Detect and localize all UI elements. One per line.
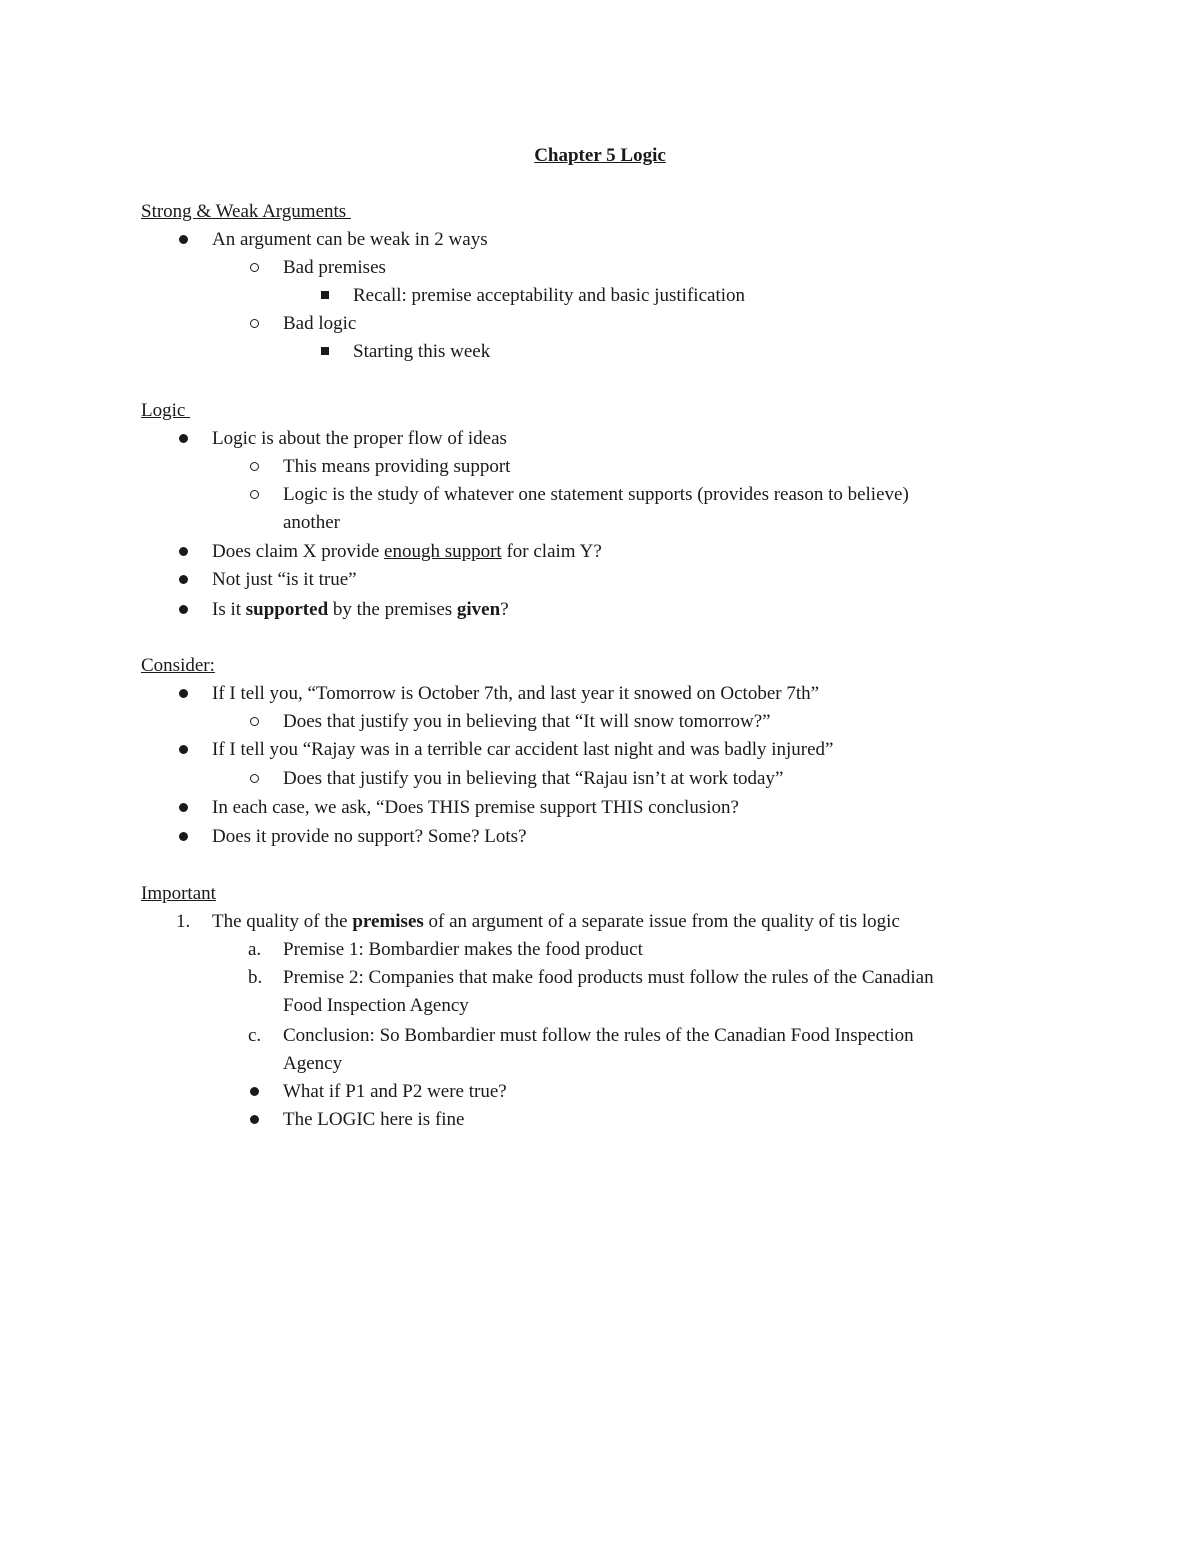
list-item: An argument can be weak in 2 ways (212, 229, 488, 250)
bullet-circle-icon (244, 453, 264, 481)
list-item: Logic is the study of whatever one statement supports (provides reason to believe) (283, 484, 909, 505)
bullet-dot-icon (173, 823, 193, 851)
list-item-continuation: another (283, 512, 340, 533)
bullet-circle-icon (244, 310, 264, 338)
text-run: for claim Y? (501, 541, 602, 562)
bullet-dot-icon (173, 566, 193, 594)
list-number: 1. (176, 911, 191, 932)
bold-text: supported (245, 599, 329, 620)
bullet-dot-icon (244, 1106, 264, 1134)
list-item (212, 596, 509, 624)
list-item: Bad premises (283, 257, 386, 278)
section-heading-consider: Consider: (141, 655, 215, 676)
section-heading-strong-weak: Strong & Weak Arguments (141, 201, 351, 222)
list-item: What if P1 and P2 were true? (283, 1081, 507, 1102)
text-run: of an argument of a separate issue from the quality of tis logic (423, 911, 900, 932)
bullet-circle-icon (244, 765, 264, 793)
list-item: Does it provide no support? Some? Lots? (212, 826, 527, 847)
text-run: Is it (212, 599, 246, 620)
bullet-dot-icon (173, 794, 193, 822)
underlined-text: enough support (384, 541, 502, 562)
list-item: Premise 2: Companies that make food products must follow the rules of the Canadian (283, 967, 934, 988)
list-item: Starting this week (353, 341, 491, 362)
bullet-dot-icon (173, 538, 193, 566)
list-item: The LOGIC here is fine (283, 1109, 465, 1130)
bullet-square-icon (315, 338, 335, 366)
bullet-dot-icon (173, 680, 193, 708)
list-letter: c. (248, 1025, 262, 1046)
bullet-dot-icon (173, 736, 193, 764)
section-heading-important: Important (141, 883, 216, 904)
bullet-dot-icon (173, 226, 193, 254)
list-item-continuation: Agency (283, 1053, 343, 1074)
list-item: Does that justify you in believing that “Rajau isn’t at work today” (283, 768, 784, 789)
list-item: Conclusion: So Bombardier must follow the rules of the Canadian Food Inspection (283, 1025, 914, 1046)
bullet-circle-icon (244, 254, 264, 282)
bold-text: given (456, 599, 501, 620)
list-item: Not just “is it true” (212, 569, 357, 590)
list-item (212, 538, 602, 566)
list-item: Recall: premise acceptability and basic justification (353, 285, 745, 306)
list-item: This means providing support (283, 456, 511, 477)
text-run: by the premises (328, 599, 457, 620)
section-heading-logic: Logic (141, 400, 191, 421)
bullet-dot-icon (244, 1078, 264, 1106)
text-run: The quality of the (212, 911, 353, 932)
bullet-dot-icon (173, 596, 193, 624)
list-item-continuation: Food Inspection Agency (283, 995, 469, 1016)
list-item: Does that justify you in believing that “It will snow tomorrow?” (283, 711, 771, 732)
bullet-dot-icon (173, 425, 193, 453)
list-item: In each case, we ask, “Does THIS premise support THIS conclusion? (212, 797, 739, 818)
list-letter: b. (248, 967, 263, 988)
list-item: If I tell you “Rajay was in a terrible car accident last night and was badly injured” (212, 739, 834, 760)
list-item (212, 908, 900, 936)
bullet-square-icon (315, 282, 335, 310)
document-title: Chapter 5 Logic (534, 145, 666, 166)
bullet-circle-icon (244, 708, 264, 736)
list-item: Logic is about the proper flow of ideas (212, 428, 507, 449)
list-item: Bad logic (283, 313, 357, 334)
bold-text: premises (352, 911, 424, 932)
list-item: Premise 1: Bombardier makes the food product (283, 939, 643, 960)
list-letter: a. (248, 939, 262, 960)
list-item: If I tell you, “Tomorrow is October 7th, and last year it snowed on October 7th” (212, 683, 820, 704)
text-run: Does claim X provide (212, 541, 385, 562)
text-run: ? (500, 599, 509, 620)
bullet-circle-icon (244, 481, 264, 509)
